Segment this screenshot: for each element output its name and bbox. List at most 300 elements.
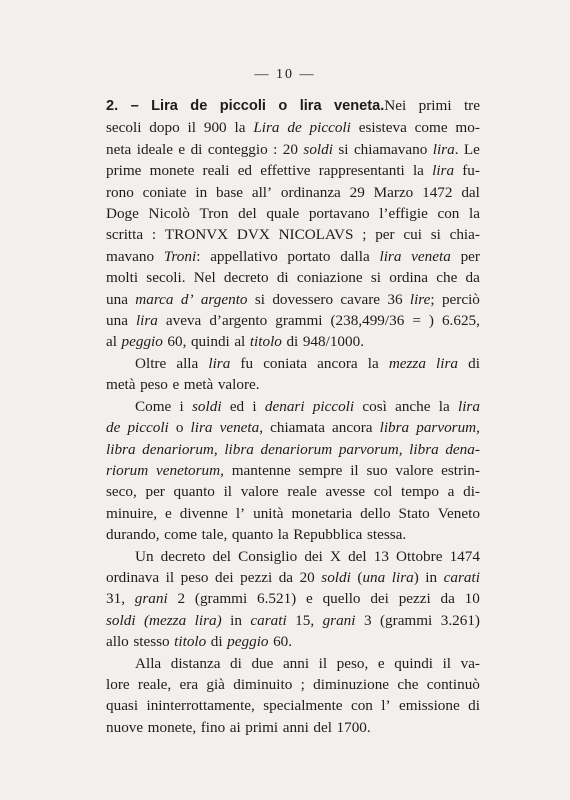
word: primi: [245, 718, 279, 736]
word: soldi: [106, 611, 136, 629]
word: dalla: [340, 247, 370, 265]
word: 20: [282, 140, 298, 158]
word: Marzo: [373, 183, 414, 201]
text-line: [106, 417, 480, 438]
text-line: [106, 331, 480, 352]
word: per: [375, 226, 395, 244]
word: già: [206, 675, 225, 693]
word: conteggio: [207, 140, 268, 158]
word: reale: [287, 483, 317, 501]
word: di: [468, 354, 480, 372]
word: con: [437, 205, 460, 223]
word: allo: [106, 633, 129, 651]
word: carati: [443, 568, 480, 586]
word: una: [106, 290, 128, 308]
word: primi: [418, 97, 452, 114]
word: Repubblica: [293, 526, 363, 544]
word: in: [195, 183, 208, 201]
word: col: [373, 483, 393, 501]
word: di: [468, 697, 480, 715]
word: scritta: [106, 226, 144, 244]
word: ed: [229, 397, 245, 415]
word: da: [465, 269, 480, 287]
word: monete: [149, 162, 195, 180]
word: (grammi: [194, 590, 248, 608]
word: portato: [287, 247, 331, 265]
word: 13: [373, 547, 389, 565]
word: valore: [395, 461, 434, 479]
word: 10: [464, 590, 480, 608]
word: metà: [183, 376, 214, 394]
text-line: [106, 353, 480, 374]
word: libra: [409, 440, 439, 458]
word: come: [164, 526, 198, 544]
word: de: [190, 98, 208, 114]
text-line: [106, 588, 480, 609]
word: Troni:: [163, 247, 201, 265]
word: piccoli: [219, 98, 266, 114]
word: monetaria: [291, 504, 353, 522]
word: Tron: [199, 205, 229, 223]
word: pezzi: [398, 590, 431, 608]
word: il: [350, 461, 359, 479]
word: il: [187, 119, 196, 137]
text-line: [106, 631, 480, 652]
word: chiamata: [270, 419, 325, 437]
word: Lira: [253, 119, 280, 137]
word: NICOLAVS: [278, 226, 354, 244]
word: secoli: [106, 119, 142, 137]
word: si: [370, 269, 381, 287]
word: ;: [300, 675, 305, 693]
word: riorum: [106, 461, 149, 479]
word: X: [330, 547, 341, 565]
word: :: [273, 140, 278, 158]
text-line: [106, 182, 480, 203]
word: stesso: [133, 633, 170, 651]
word: ed: [237, 162, 253, 180]
word: quasi: [106, 697, 139, 715]
word: nuove: [106, 718, 144, 736]
word: seco,: [106, 483, 137, 501]
word: (238,499/36: [330, 312, 405, 330]
word: fino: [200, 718, 226, 736]
word: –: [130, 98, 139, 114]
word: 31,: [106, 590, 125, 608]
word: valore.: [217, 376, 260, 394]
word: 6.521): [256, 590, 297, 608]
word: perciò: [441, 290, 480, 308]
word: e: [377, 654, 385, 672]
word: del: [212, 547, 232, 565]
text-line: [106, 653, 480, 674]
word: lira: [379, 247, 402, 265]
word: Nel: [193, 269, 216, 287]
word: e: [178, 140, 186, 158]
word: di: [286, 333, 299, 351]
word: molti: [106, 269, 139, 287]
text-line: [106, 396, 480, 417]
word: metà: [106, 376, 136, 394]
word: Un: [135, 547, 154, 565]
text-line: [106, 203, 480, 224]
word: 20: [299, 568, 315, 586]
word: de: [106, 419, 121, 437]
word: lira: [135, 312, 158, 330]
word: soldi: [321, 568, 351, 586]
text-line: [106, 567, 480, 588]
word: specialmente: [263, 697, 343, 715]
text-line: [106, 481, 480, 502]
word: il: [165, 568, 175, 586]
word: di: [276, 269, 289, 287]
word: minuire,: [106, 504, 158, 522]
word: si: [254, 290, 265, 308]
word: esisteva: [358, 119, 407, 137]
word: (mezza: [144, 611, 187, 629]
text-line: [106, 160, 480, 181]
word: la: [469, 205, 480, 223]
word: portavano: [308, 205, 370, 223]
word: che: [397, 675, 419, 693]
word: per: [460, 247, 480, 265]
word: decreto: [223, 269, 269, 287]
word: marca: [135, 290, 174, 308]
word: del: [313, 718, 332, 736]
word: durando,: [106, 526, 160, 544]
word: neta: [106, 140, 132, 158]
word: da: [278, 568, 294, 586]
text-line: [106, 139, 480, 160]
word: stessa.: [366, 526, 407, 544]
page-number: — 10 —: [254, 67, 316, 82]
word: soldi: [192, 397, 222, 415]
word: 948/1000.: [302, 333, 365, 351]
word: carati: [250, 611, 287, 629]
text-line: [106, 246, 480, 267]
word: dal: [461, 183, 480, 201]
word: parvorum,: [338, 440, 403, 458]
word: secoli.: [146, 269, 186, 287]
word: tale,: [201, 526, 228, 544]
word: 60.: [273, 633, 293, 651]
text-line: [106, 95, 480, 117]
word: titolo: [249, 333, 282, 351]
word: i: [252, 397, 257, 415]
word: in: [230, 611, 242, 629]
word: dei: [215, 568, 234, 586]
word: lira): [391, 568, 419, 586]
word: veneta.Nei: [334, 97, 407, 114]
word: grani: [322, 611, 356, 629]
text-line: [106, 460, 480, 481]
word: suo: [366, 461, 388, 479]
word: anni: [282, 718, 309, 736]
word: all’: [251, 183, 273, 201]
word: dei: [304, 547, 323, 565]
word: soldi: [303, 140, 333, 158]
word: mezza: [388, 354, 426, 372]
word: 3.261): [440, 611, 480, 629]
word: dena-: [445, 440, 480, 458]
word: o: [175, 419, 184, 437]
word: anni: [282, 654, 310, 672]
word: TRONVX: [164, 226, 229, 244]
word: denariorum,: [142, 440, 218, 458]
word: si: [430, 226, 441, 244]
word: in: [425, 568, 438, 586]
word: (una: [357, 568, 386, 586]
word: effettive: [260, 162, 311, 180]
word: da: [440, 590, 455, 608]
text-line: [106, 695, 480, 716]
word: ideale: [136, 140, 173, 158]
word: o: [278, 98, 288, 114]
word: Ottobre: [396, 547, 443, 565]
word: divenne: [179, 504, 228, 522]
word: di-: [463, 483, 480, 501]
word: e: [172, 376, 180, 394]
word: la: [367, 354, 379, 372]
word: Oltre: [135, 354, 167, 372]
word: lore: [106, 675, 130, 693]
word: con: [350, 697, 373, 715]
word: 2.: [106, 98, 119, 114]
word: chiamavano: [353, 140, 428, 158]
word: peggio: [121, 333, 163, 351]
word: =: [412, 312, 421, 330]
word: prime: [106, 162, 142, 180]
word: monete,: [147, 718, 197, 736]
word: dello: [360, 504, 391, 522]
word: Consiglio: [238, 547, 298, 565]
word: una: [106, 312, 128, 330]
word: il: [223, 483, 233, 501]
word: coniata: [263, 354, 308, 372]
word: de: [287, 119, 302, 137]
word: di: [230, 654, 242, 672]
word: del: [238, 205, 257, 223]
word: denariorum: [260, 440, 333, 458]
word: cavare: [340, 290, 381, 308]
word: mavano: [106, 247, 155, 265]
word: sempre: [298, 461, 343, 479]
word: al: [234, 333, 246, 351]
word: l’: [381, 697, 391, 715]
word: 900: [203, 119, 227, 137]
word: libra: [224, 440, 254, 458]
word: alla: [176, 354, 199, 372]
word: la: [412, 162, 424, 180]
word: rappresentanti: [318, 162, 405, 180]
word: Come: [135, 397, 172, 415]
word: i: [179, 397, 184, 415]
word: 2: [177, 590, 186, 608]
text-line: [106, 674, 480, 695]
word: peso: [140, 376, 168, 394]
word: va-: [460, 654, 480, 672]
word: dovessero: [272, 290, 334, 308]
word: diminuito: [233, 675, 293, 693]
word: che: [436, 269, 458, 287]
word: rono: [106, 183, 134, 201]
word: 29: [349, 183, 365, 201]
word: 1700.: [336, 718, 371, 736]
word: Stato: [398, 504, 430, 522]
word: per: [145, 483, 165, 501]
word: diminuzione: [313, 675, 390, 693]
text-line: [106, 310, 480, 331]
word: tempo: [401, 483, 439, 501]
word: peso: [180, 568, 209, 586]
word: coniate: [142, 183, 187, 201]
word: quindi: [190, 333, 230, 351]
word: ;: [362, 226, 367, 244]
word: anche: [395, 397, 431, 415]
word: peso,: [336, 654, 369, 672]
word: dei: [370, 590, 389, 608]
word: decreto: [160, 547, 206, 565]
word: unità: [253, 504, 284, 522]
word: mo-: [455, 119, 480, 137]
word: Veneto: [437, 504, 480, 522]
word: dopo: [149, 119, 180, 137]
word: piccoli: [127, 419, 169, 437]
word: di: [210, 633, 223, 651]
word: e: [165, 504, 172, 522]
text-line: [106, 289, 480, 310]
word: ancora: [332, 419, 373, 437]
word: mantenne: [231, 461, 291, 479]
word: argento: [200, 290, 248, 308]
text-line: [106, 117, 480, 138]
word: lira: [190, 419, 213, 437]
word: Le: [463, 140, 480, 158]
word: continuò: [426, 675, 480, 693]
word: :: [151, 226, 157, 244]
word: la: [438, 397, 450, 415]
word: 1474: [449, 547, 480, 565]
word: lira: [208, 354, 231, 372]
word: Alla: [135, 654, 162, 672]
word: il: [318, 654, 328, 672]
word: come: [414, 119, 448, 137]
word: chia-: [449, 226, 480, 244]
word: d’argento: [209, 312, 268, 330]
word: ai: [229, 718, 241, 736]
word: al: [106, 333, 117, 351]
word: ordinava: [106, 568, 160, 586]
word: d’: [180, 290, 194, 308]
word: quello: [322, 590, 361, 608]
word: reali: [202, 162, 230, 180]
word: valore: [240, 483, 279, 501]
word: DVX: [236, 226, 270, 244]
word: quanto: [231, 526, 274, 544]
word: e: [306, 590, 313, 608]
word: lira.: [432, 140, 459, 158]
word: fu-: [462, 162, 480, 180]
text-line: [106, 267, 480, 288]
word: quanto: [173, 483, 215, 501]
word: parvorum,: [416, 419, 480, 437]
word: peggio: [227, 633, 269, 651]
text-line: [106, 503, 480, 524]
word: ininterrottamente,: [146, 697, 255, 715]
word: base: [216, 183, 244, 201]
word: 6.625,: [441, 312, 480, 330]
text-line: [106, 546, 480, 567]
word: Lira: [151, 98, 178, 114]
word: veneta,: [219, 419, 264, 437]
word: piccoli: [309, 119, 351, 137]
word: lira: [299, 98, 322, 114]
text-line: [106, 610, 480, 631]
word: lira: [457, 397, 480, 415]
word: quindi: [394, 654, 434, 672]
word: 3: [363, 611, 372, 629]
word: il: [442, 654, 452, 672]
word: cui: [403, 226, 422, 244]
word: titolo: [174, 633, 207, 651]
word: lira): [194, 611, 222, 629]
word: estrin-: [441, 461, 480, 479]
word: libra: [106, 440, 136, 458]
word: grani: [134, 590, 168, 608]
word: la: [234, 119, 246, 137]
word: 1472: [422, 183, 453, 201]
word: 15,: [295, 611, 315, 629]
word: avesse: [325, 483, 366, 501]
word: grammi: [275, 312, 323, 330]
text-line: [106, 374, 480, 395]
word: aveva: [165, 312, 202, 330]
word: piccoli: [312, 397, 355, 415]
word: distanza: [170, 654, 221, 672]
word: ancora: [317, 354, 358, 372]
text-line: [106, 224, 480, 245]
word: a: [447, 483, 455, 501]
word: l’effigie: [379, 205, 428, 223]
word: denari: [264, 397, 305, 415]
word: due: [251, 654, 274, 672]
word: del: [348, 547, 367, 565]
word: lire;: [409, 290, 435, 308]
word: reale,: [137, 675, 172, 693]
word: Doge: [106, 205, 139, 223]
word: l’: [235, 504, 246, 522]
word: quale: [266, 205, 300, 223]
body-text: [106, 95, 480, 738]
word: (grammi: [379, 611, 433, 629]
text-line: [106, 524, 480, 545]
word: la: [277, 526, 289, 544]
word: di: [190, 140, 203, 158]
word: ordina: [389, 269, 429, 287]
text-line: [106, 717, 480, 738]
word: era: [179, 675, 199, 693]
word: lira: [436, 354, 458, 372]
word: emissione: [398, 697, 460, 715]
word: 60,: [167, 333, 187, 351]
word: fu: [240, 354, 254, 372]
word: coniazione: [296, 269, 363, 287]
word: così: [362, 397, 387, 415]
word: tre: [463, 97, 480, 114]
word: lira: [432, 162, 455, 180]
word: pezzi: [240, 568, 273, 586]
word: Nicolò: [148, 205, 190, 223]
